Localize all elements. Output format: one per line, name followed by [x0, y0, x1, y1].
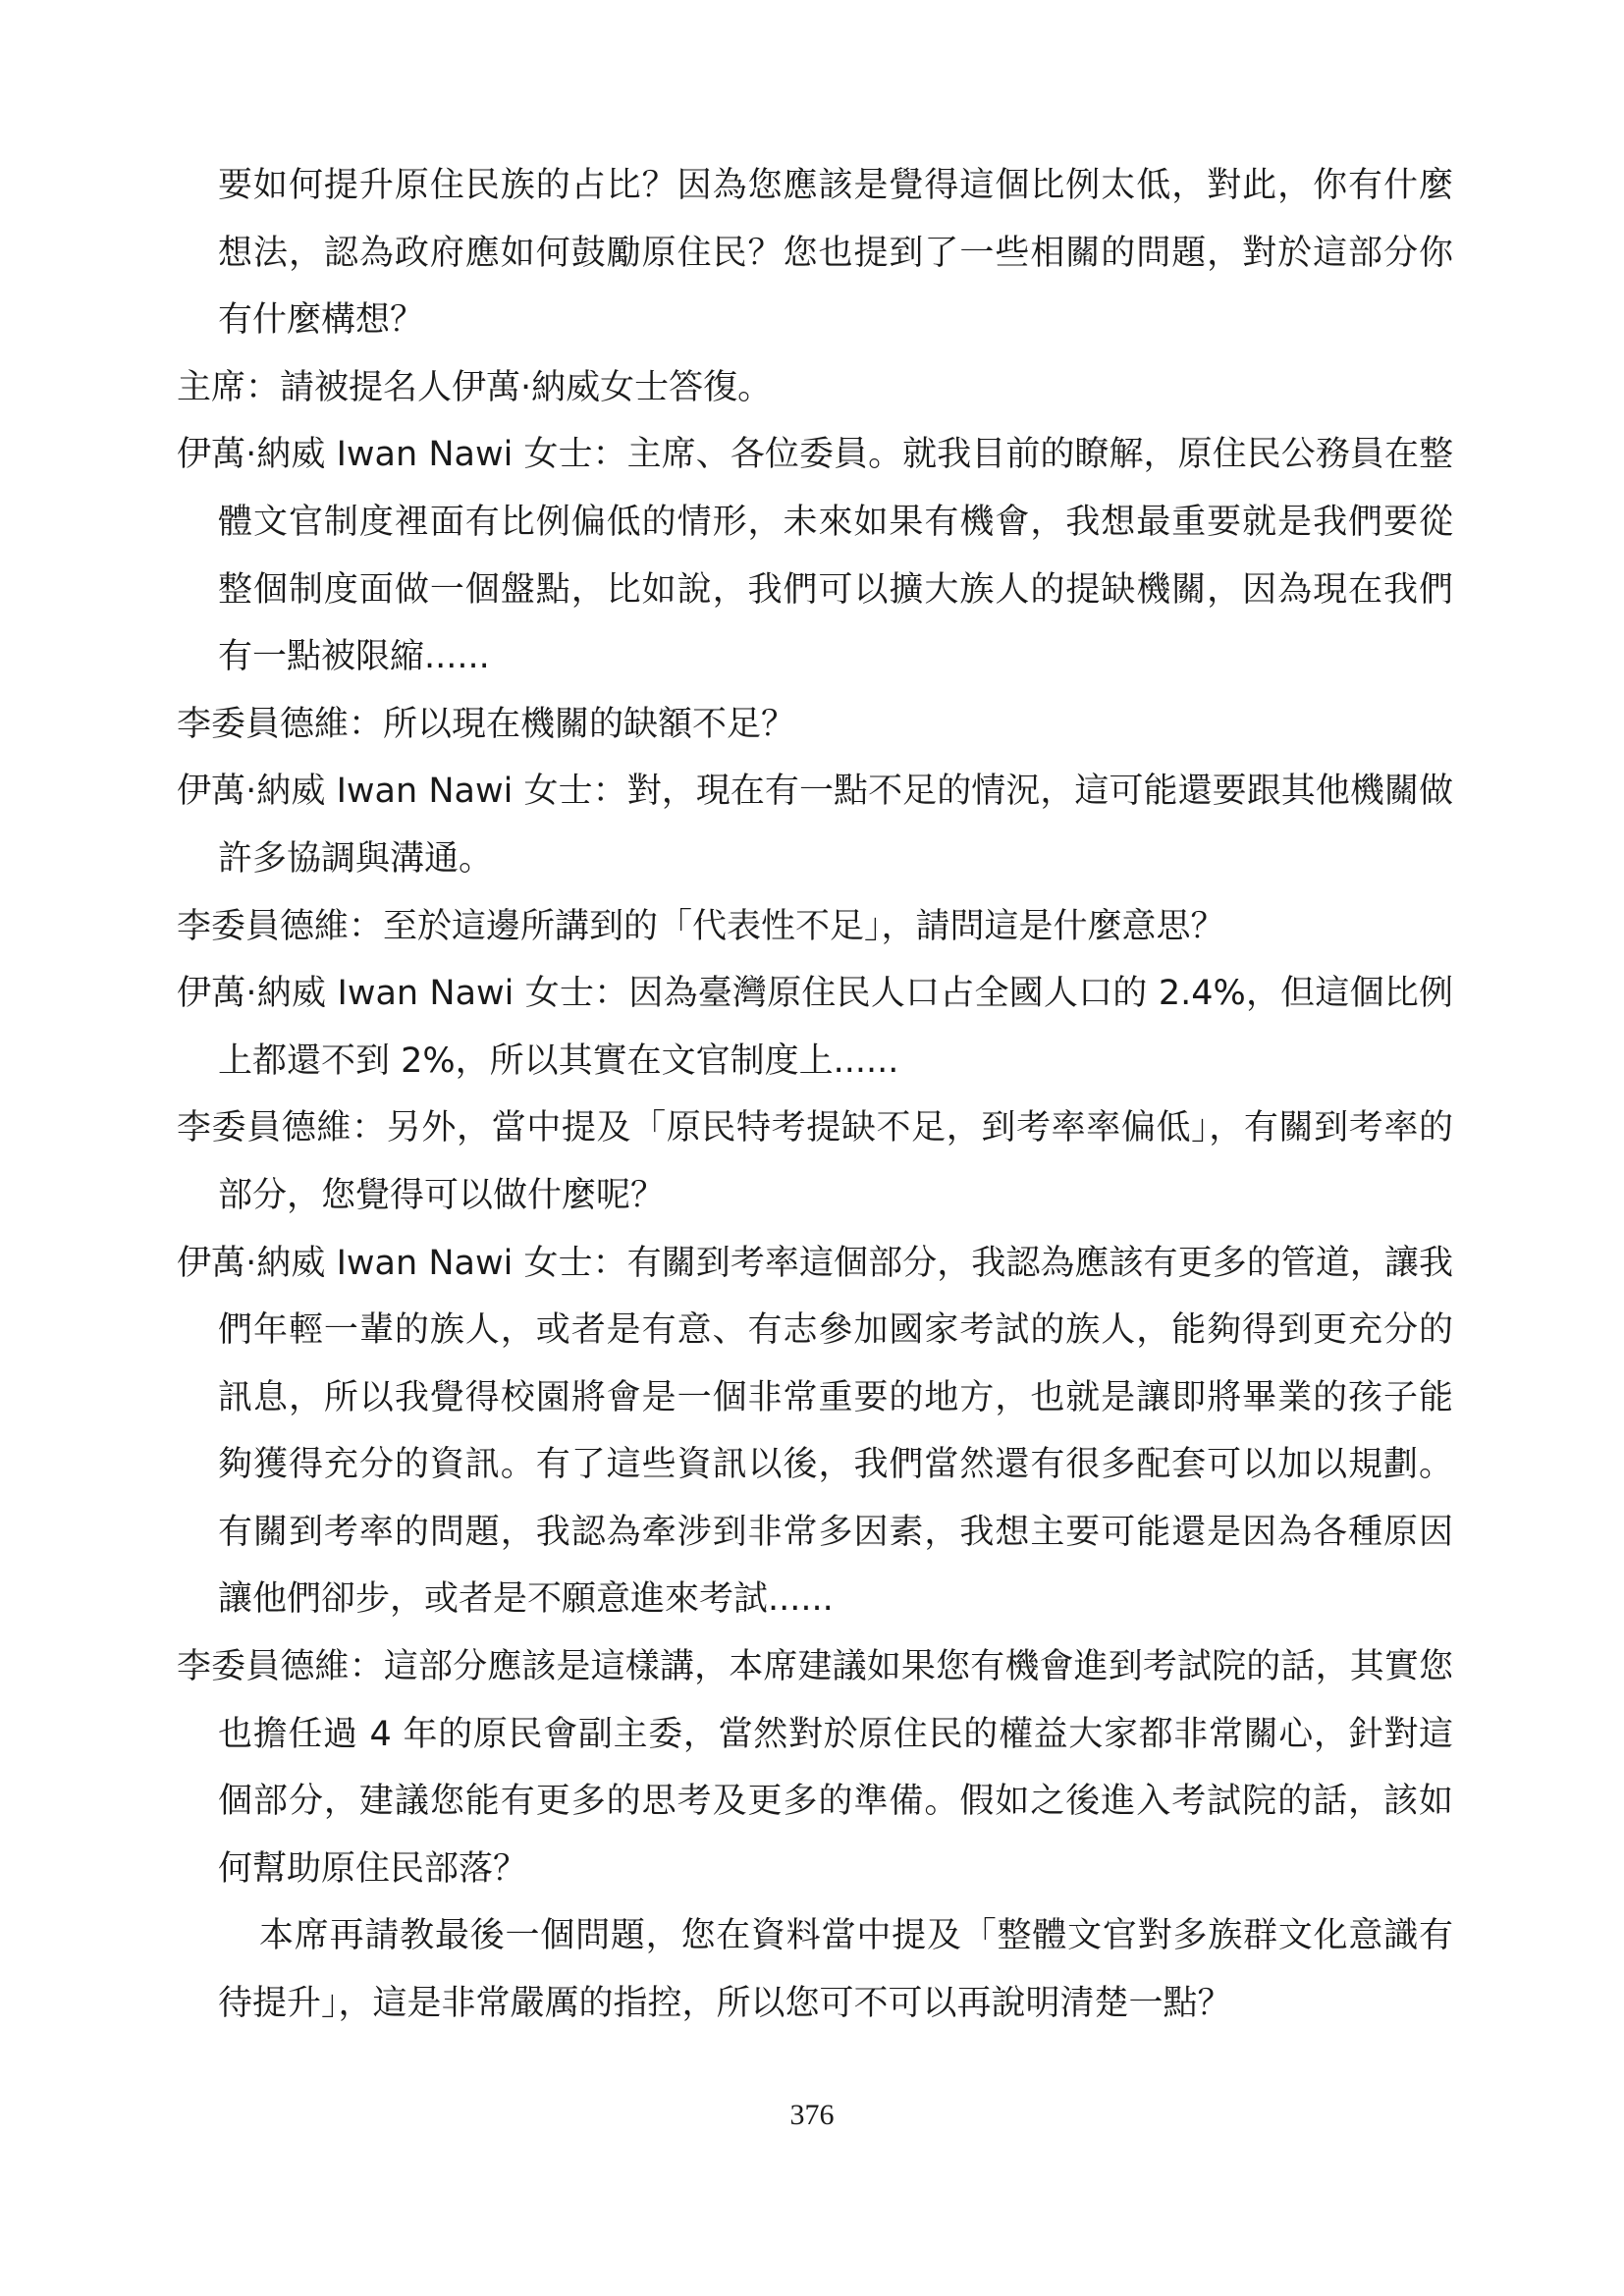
transcript-paragraph: 李委員德維：另外，當中提及「原民特考提缺不足，到考率率偏低」，有關到考率的部分，您覺得可以做什麼呢？ — [177, 1108, 1453, 1215]
transcript-paragraph: 伊萬·納威 Iwan Nawi 女士：主席、各位委員。就我目前的瞭解，原住民公務員在整體文官制度裡面有比例偏低的情形，未來如果有機會，我想最重要就是我們要從整個制度面做一個盤點，比如說，我們可以擴大族人的提缺機關，因為現在我們有一點被限縮...... — [177, 435, 1453, 677]
transcript-paragraph: 本席再請教最後一個問題，您在資料當中提及「整體文官對多族群文化意識有待提升」，這是非常嚴厲的指控，所以您可不可以再說明清楚一點？ — [218, 1916, 1453, 2024]
transcript-paragraph: 李委員德維：至於這邊所講到的「代表性不足」，請問這是什麼意思？ — [177, 906, 1225, 946]
transcript-body — [177, 152, 1453, 2038]
transcript-paragraph: 李委員德維：這部分應該是這樣講，本席建議如果您有機會進到考試院的話，其實您也擔任過 4 年的原民會副主委，當然對於原住民的權益大家都非常關心，針對這個部分，建議您能有更多的思考及更多的準備。假如之後進入考試院的話，該如何幫助原住民部落？ — [177, 1647, 1453, 1889]
transcript-paragraph: 要如何提升原住民族的占比？因為您應該是覺得這個比例太低，對此，你有什麼想法，認為政府應如何鼓勵原住民？您也提到了一些相關的問題，對於這部分你有什麼構想？ — [218, 166, 1453, 341]
page-number: 376 — [789, 2099, 835, 2131]
transcript-paragraph: 伊萬·納威 Iwan Nawi 女士：因為臺灣原住民人口占全國人口的 2.4%，但這個比例上都還不到 2%，所以其實在文官制度上...... — [177, 974, 1453, 1081]
transcript-paragraph: 主席：請被提名人伊萬·納威女士答復。 — [177, 367, 773, 407]
transcript-paragraph: 李委員德維：所以現在機關的缺額不足？ — [177, 704, 796, 744]
transcript-paragraph: 伊萬·納威 Iwan Nawi 女士：對，現在有一點不足的情況，這可能還要跟其他機關做許多協調與溝通。 — [177, 772, 1453, 879]
transcript-paragraph: 伊萬·納威 Iwan Nawi 女士：有關到考率這個部分，我認為應該有更多的管道，讓我們年輕一輩的族人，或者是有意、有志參加國家考試的族人，能夠得到更充分的訊息，所以我覺得校園將會是一個非常重要的地方，也就是讓即將畢業的孩子能夠獲得充分的資訊。有了這些資訊以後，我們當然還有很多配套可以加以規劃。有關到考率的問題，我認為牽涉到非常多因素，我想主要可能還是因為各種原因讓他們卻步，或者是不願意進來考試...... — [177, 1243, 1453, 1620]
